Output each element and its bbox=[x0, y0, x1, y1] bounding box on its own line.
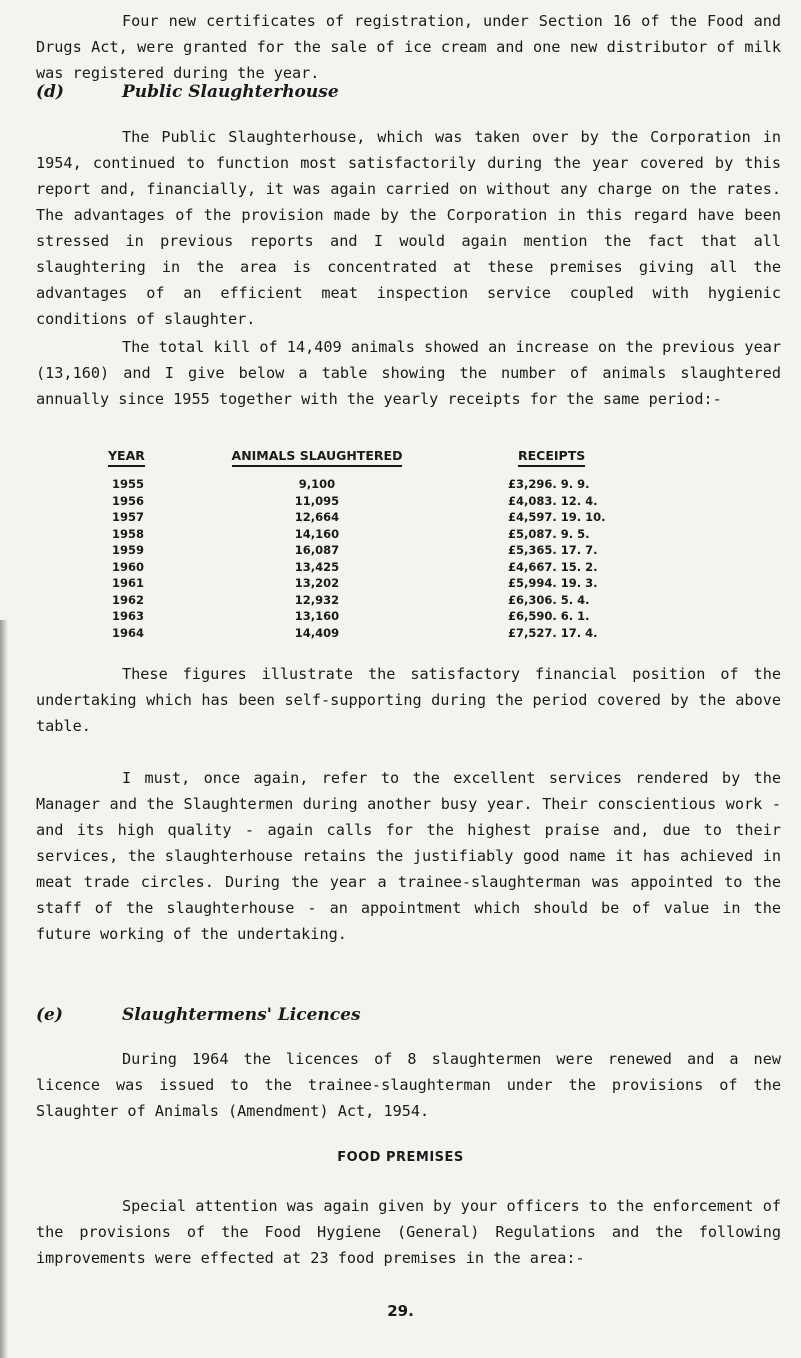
table-spacer bbox=[108, 466, 668, 476]
paragraph-4: I must, once again, refer to the excellent services rendered by the Manager and the Slaughtermen during another busy year. Their conscientious work - and its high quality - again calls for the highest praise and, due to their services, the slaughterhouse retains the justifiably good name it has achieved in meat trade circles. During the year a trainee-slaughterman was appointed to the staff of the slaughterhouse - an appointment which should be of value in the future working of the undertaking. bbox=[36, 769, 781, 943]
table-row: 1960 13,425 £4,667. 15. 2. bbox=[112, 559, 598, 574]
slaughter-table bbox=[108, 448, 668, 641]
table-row: 1959 16,087 £5,365. 17. 7. bbox=[112, 543, 598, 557]
table-row: 1961 13,202 £5,994. 19. 3. bbox=[112, 576, 598, 590]
header-year: YEAR bbox=[108, 448, 212, 466]
section-d-paragraph-1: The Public Slaughterhouse, which was taken over by the Corporation in 1954, continued to function most satisfactorily during the year covered by this report and, financially, it was again carried on without any charge on the rates. The advantages of the provision made by the Corporation in this regard have been stressed in previous reports and I would again mention the fact that all slaughtering in the area is concentrated at these premises giving all the advantages of an efficient meat inspection service coupled with hygienic conditions of slaughter. bbox=[36, 128, 781, 328]
intro-paragraph: Four new certificates of registration, under Section 16 of the Food and Drugs Act, were granted for the sale of ice cream and one new distributor of milk was registered during the year. bbox=[36, 12, 781, 82]
table-row: 1964 14,409 £7,527. 17. 4. bbox=[112, 625, 598, 640]
page-number: 29. bbox=[387, 1302, 414, 1320]
header-animals: ANIMALS SLAUGHTERED bbox=[212, 448, 422, 466]
table-row: 1957 12,664 £4,597. 19. 10. bbox=[112, 510, 606, 524]
section-e-paragraph: During 1964 the licences of 8 slaughtermen were renewed and a new licence was issued to the trainee-slaughterman under the provisions of the Slaughter of Animals (Amendment) Act, 1954. bbox=[36, 1050, 781, 1120]
table-row: 1962 12,932 £6,306. 5. 4. bbox=[112, 592, 590, 607]
section-d-paragraph-2: The total kill of 14,409 animals showed an increase on the previous year (13,160) and I give below a table showing the number of animals slaughtered annually since 1955 together with the yearly receipts for the same period:- bbox=[36, 338, 781, 408]
table-row: 1963 13,160 £6,590. 6. 1. bbox=[112, 609, 590, 623]
page-edge-shadow bbox=[0, 620, 8, 1358]
paragraph-3: These figures illustrate the satisfactory financial position of the undertaking which has been self-supporting during the period covered by the above table. bbox=[36, 665, 781, 735]
table-header-row bbox=[108, 448, 668, 466]
food-premises-paragraph: Special attention was again given by your officers to the enforcement of the provisions of the Food Hygiene (General) Regulations and the following improvements were effected at 23 food premises in the area:- bbox=[36, 1197, 781, 1267]
section-e-heading: (e) Slaughtermens' Licences bbox=[36, 1005, 361, 1025]
table-row: 1958 14,160 £5,087. 9. 5. bbox=[112, 526, 590, 541]
table-row: 1956 11,095 £4,083. 12. 4. bbox=[112, 493, 598, 508]
food-premises-heading: FOOD PREMISES bbox=[337, 1150, 464, 1165]
header-receipts: RECEIPTS bbox=[422, 448, 668, 466]
section-d-heading: (d) Public Slaughterhouse bbox=[36, 82, 339, 102]
table-row: 1955 9,100 £3,296. 9. 9. bbox=[112, 477, 590, 491]
